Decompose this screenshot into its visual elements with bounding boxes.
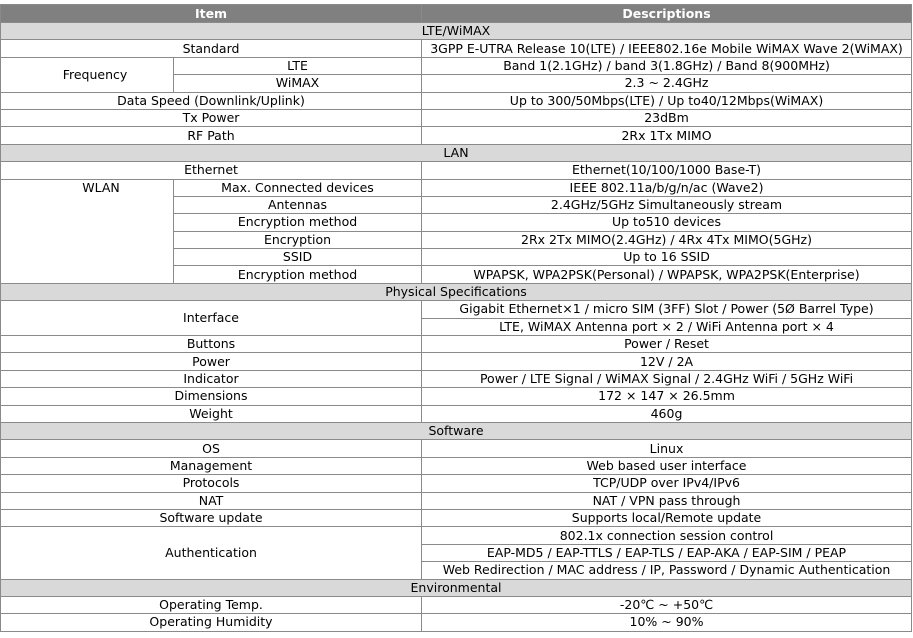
row-value: Linux bbox=[422, 440, 912, 457]
table-row bbox=[1, 162, 912, 179]
row-sublabel: Encryption bbox=[174, 231, 422, 248]
row-value: Web Redirection / MAC address / IP, Password / Dynamic Authentication bbox=[422, 562, 912, 579]
row-value: 802.1x connection session control bbox=[422, 527, 912, 544]
row-label: Dimensions bbox=[1, 388, 422, 405]
section-row bbox=[1, 283, 912, 300]
row-sublabel: Encryption method bbox=[174, 266, 422, 283]
table-row bbox=[1, 301, 912, 318]
row-label: Software update bbox=[1, 509, 422, 526]
row-value: Power / LTE Signal / WiMAX Signal / 2.4GHz WiFi / 5GHz WiFi bbox=[422, 370, 912, 387]
row-value: 460g bbox=[422, 405, 912, 422]
row-value: 2.3 ~ 2.4GHz bbox=[422, 75, 912, 92]
table-row bbox=[1, 596, 912, 613]
table-row bbox=[1, 492, 912, 509]
row-label: Tx Power bbox=[1, 109, 422, 126]
table-row bbox=[1, 405, 912, 422]
row-label: Power bbox=[1, 353, 422, 370]
row-sublabel: WiMAX bbox=[174, 75, 422, 92]
row-value: Band 1(2.1GHz) / band 3(1.8GHz) / Band 8(900MHz) bbox=[422, 57, 912, 74]
row-value: WPAPSK, WPA2PSK(Personal) / WPAPSK, WPA2PSK(Enterprise) bbox=[422, 266, 912, 283]
section-environmental: Environmental bbox=[1, 579, 912, 596]
row-value: Web based user interface bbox=[422, 457, 912, 474]
authentication-label: Authentication bbox=[1, 527, 422, 579]
row-sublabel: Max. Connected devices bbox=[174, 179, 422, 196]
row-value: Gigabit Ethernet×1 / micro SIM (3FF) Slot / Power (5Ø Barrel Type) bbox=[422, 301, 912, 318]
table-row bbox=[1, 440, 912, 457]
row-value: -20℃ ~ +50℃ bbox=[422, 596, 912, 613]
row-value: 12V / 2A bbox=[422, 353, 912, 370]
section-lte: LTE/WiMAX bbox=[1, 23, 912, 40]
row-value: Up to 300/50Mbps(LTE) / Up to40/12Mbps(WiMAX) bbox=[422, 92, 912, 109]
table-row bbox=[1, 370, 912, 387]
section-lan: LAN bbox=[1, 144, 912, 161]
wlan-label: WLAN bbox=[1, 179, 174, 283]
row-label: Management bbox=[1, 457, 422, 474]
row-sublabel: Encryption method bbox=[174, 214, 422, 231]
row-value: NAT / VPN pass through bbox=[422, 492, 912, 509]
table-row bbox=[1, 353, 912, 370]
frequency-label: Frequency bbox=[1, 57, 174, 92]
row-label: Indicator bbox=[1, 370, 422, 387]
row-label: NAT bbox=[1, 492, 422, 509]
row-sublabel: SSID bbox=[174, 249, 422, 266]
row-value: LTE, WiMAX Antenna port × 2 / WiFi Antenna port × 4 bbox=[422, 318, 912, 335]
section-physical: Physical Specifications bbox=[1, 283, 912, 300]
section-row bbox=[1, 144, 912, 161]
table-row bbox=[1, 109, 912, 126]
row-value: 3GPP E-UTRA Release 10(LTE) / IEEE802.16e Mobile WiMAX Wave 2(WiMAX) bbox=[422, 40, 912, 57]
table-row bbox=[1, 614, 912, 631]
row-value: 2Rx 1Tx MIMO bbox=[422, 127, 912, 144]
table-row bbox=[1, 92, 912, 109]
header-descriptions: Descriptions bbox=[422, 5, 912, 23]
section-row bbox=[1, 579, 912, 596]
row-label: OS bbox=[1, 440, 422, 457]
table-row bbox=[1, 509, 912, 526]
row-value: Up to510 devices bbox=[422, 214, 912, 231]
table-row bbox=[1, 57, 912, 74]
header-row bbox=[1, 5, 912, 23]
row-label: Weight bbox=[1, 405, 422, 422]
table-row bbox=[1, 475, 912, 492]
row-value: Power / Reset bbox=[422, 336, 912, 353]
row-sublabel: LTE bbox=[174, 57, 422, 74]
row-value: 10% ~ 90% bbox=[422, 614, 912, 631]
interface-label: Interface bbox=[1, 301, 422, 336]
table-row bbox=[1, 457, 912, 474]
header-item: Item bbox=[1, 5, 422, 23]
row-label: Buttons bbox=[1, 336, 422, 353]
table-row bbox=[1, 388, 912, 405]
section-row bbox=[1, 422, 912, 439]
table-row bbox=[1, 127, 912, 144]
row-label: Protocols bbox=[1, 475, 422, 492]
row-value: Supports local/Remote update bbox=[422, 509, 912, 526]
row-value: Ethernet(10/100/1000 Base-T) bbox=[422, 162, 912, 179]
table-row bbox=[1, 336, 912, 353]
row-label: Ethernet bbox=[1, 162, 422, 179]
row-sublabel: Antennas bbox=[174, 196, 422, 213]
table-row bbox=[1, 40, 912, 57]
row-label: Operating Temp. bbox=[1, 596, 422, 613]
table-row bbox=[1, 527, 912, 544]
row-value: 23dBm bbox=[422, 109, 912, 126]
row-value: 2Rx 2Tx MIMO(2.4GHz) / 4Rx 4Tx MIMO(5GHz) bbox=[422, 231, 912, 248]
table-row bbox=[1, 179, 912, 196]
row-value: 172 × 147 × 26.5mm bbox=[422, 388, 912, 405]
section-software: Software bbox=[1, 422, 912, 439]
row-label: Standard bbox=[1, 40, 422, 57]
row-value: Up to 16 SSID bbox=[422, 249, 912, 266]
row-label: Data Speed (Downlink/Uplink) bbox=[1, 92, 422, 109]
row-label: Operating Humidity bbox=[1, 614, 422, 631]
row-label: RF Path bbox=[1, 127, 422, 144]
spec-table bbox=[0, 4, 912, 632]
section-row bbox=[1, 23, 912, 40]
row-value: IEEE 802.11a/b/g/n/ac (Wave2) bbox=[422, 179, 912, 196]
row-value: EAP-MD5 / EAP-TTLS / EAP-TLS / EAP-AKA / EAP-SIM / PEAP bbox=[422, 544, 912, 561]
row-value: 2.4GHz/5GHz Simultaneously stream bbox=[422, 196, 912, 213]
row-value: TCP/UDP over IPv4/IPv6 bbox=[422, 475, 912, 492]
